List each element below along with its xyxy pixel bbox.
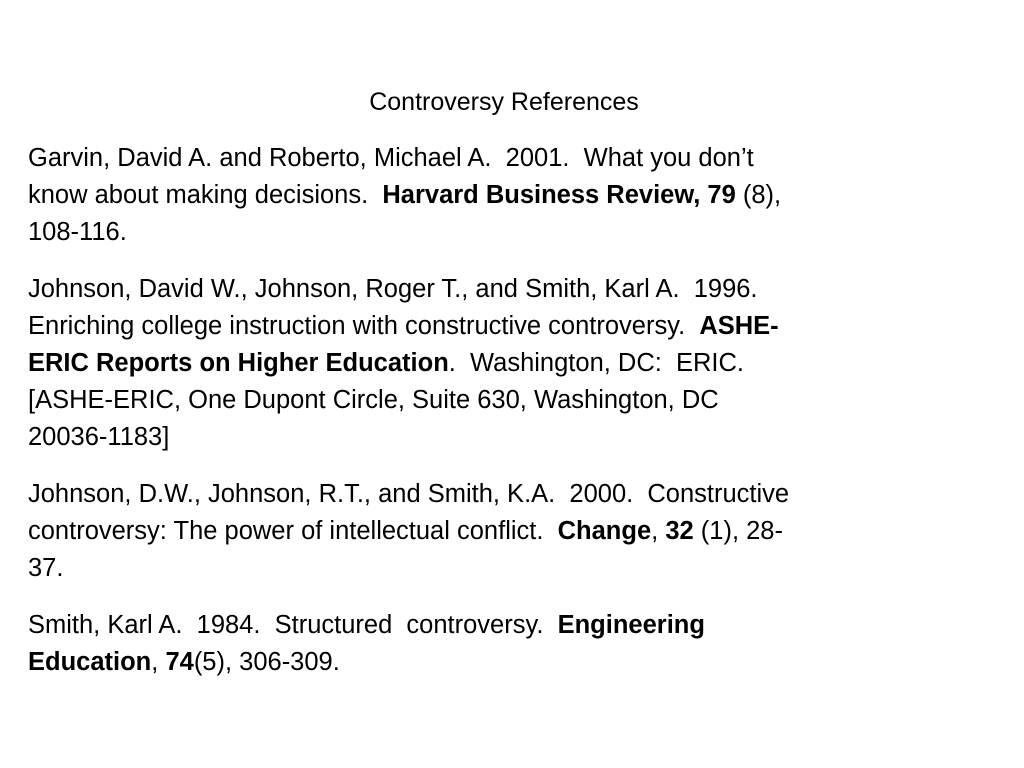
reference-line: [28, 308, 988, 345]
reference-bold-text: 74: [165, 648, 194, 676]
reference-text: (1), 28-: [693, 517, 783, 545]
reference-bold-text: ERIC Reports on Higher Education: [28, 349, 449, 377]
reference-text: ,: [151, 648, 166, 676]
reference-line: [28, 419, 988, 456]
reference-line: [28, 382, 988, 419]
reference-bold-text: Harvard Business Review, 79: [382, 181, 736, 209]
reference-text: ,: [651, 517, 666, 545]
reference-text: [ASHE-ERIC, One Dupont Circle, Suite 630, Washington, DC: [28, 386, 719, 414]
reference-list: [28, 140, 988, 701]
reference-bold-text: Change: [557, 517, 652, 545]
reference-bold-text: Engineering: [557, 611, 705, 639]
reference-line: [28, 513, 988, 550]
reference-bold-text: ASHE-: [699, 312, 779, 340]
reference-text: (5), 306-309.: [193, 648, 340, 676]
reference-bold-text: Education: [28, 648, 152, 676]
reference-text: 20036-1183]: [28, 423, 170, 451]
reference-text: controversy: The power of intellectual conflict.: [28, 517, 558, 545]
reference-bold-text: 32: [665, 517, 694, 545]
reference-line: [28, 476, 988, 513]
reference-text: . Washington, DC: ERIC.: [448, 349, 745, 377]
reference-line: [28, 644, 988, 681]
reference-item: [28, 476, 988, 587]
reference-text: 37.: [28, 554, 64, 582]
reference-text: Johnson, David W., Johnson, Roger T., and Smith, Karl A. 1996.: [28, 275, 758, 303]
reference-item: [28, 140, 988, 251]
reference-text: know about making decisions.: [28, 181, 383, 209]
reference-text: 108-116.: [28, 218, 127, 246]
reference-line: [28, 177, 988, 214]
reference-line: [28, 140, 988, 177]
reference-item: [28, 607, 988, 681]
reference-line: [28, 550, 988, 587]
reference-line: [28, 214, 988, 251]
reference-line: [28, 607, 988, 644]
reference-line: [28, 271, 988, 308]
reference-text: Johnson, D.W., Johnson, R.T., and Smith, K.A. 2000. Constructive: [28, 480, 790, 508]
reference-text: Garvin, David A. and Roberto, Michael A. 2001. What you don’t: [28, 144, 754, 172]
page-title: Controversy References: [369, 88, 639, 116]
reference-line: [28, 345, 988, 382]
reference-text: Smith, Karl A. 1984. Structured controversy.: [28, 611, 558, 639]
reference-item: [28, 271, 988, 456]
reference-text: (8),: [735, 181, 782, 209]
reference-text: Enriching college instruction with constructive controversy.: [28, 312, 700, 340]
